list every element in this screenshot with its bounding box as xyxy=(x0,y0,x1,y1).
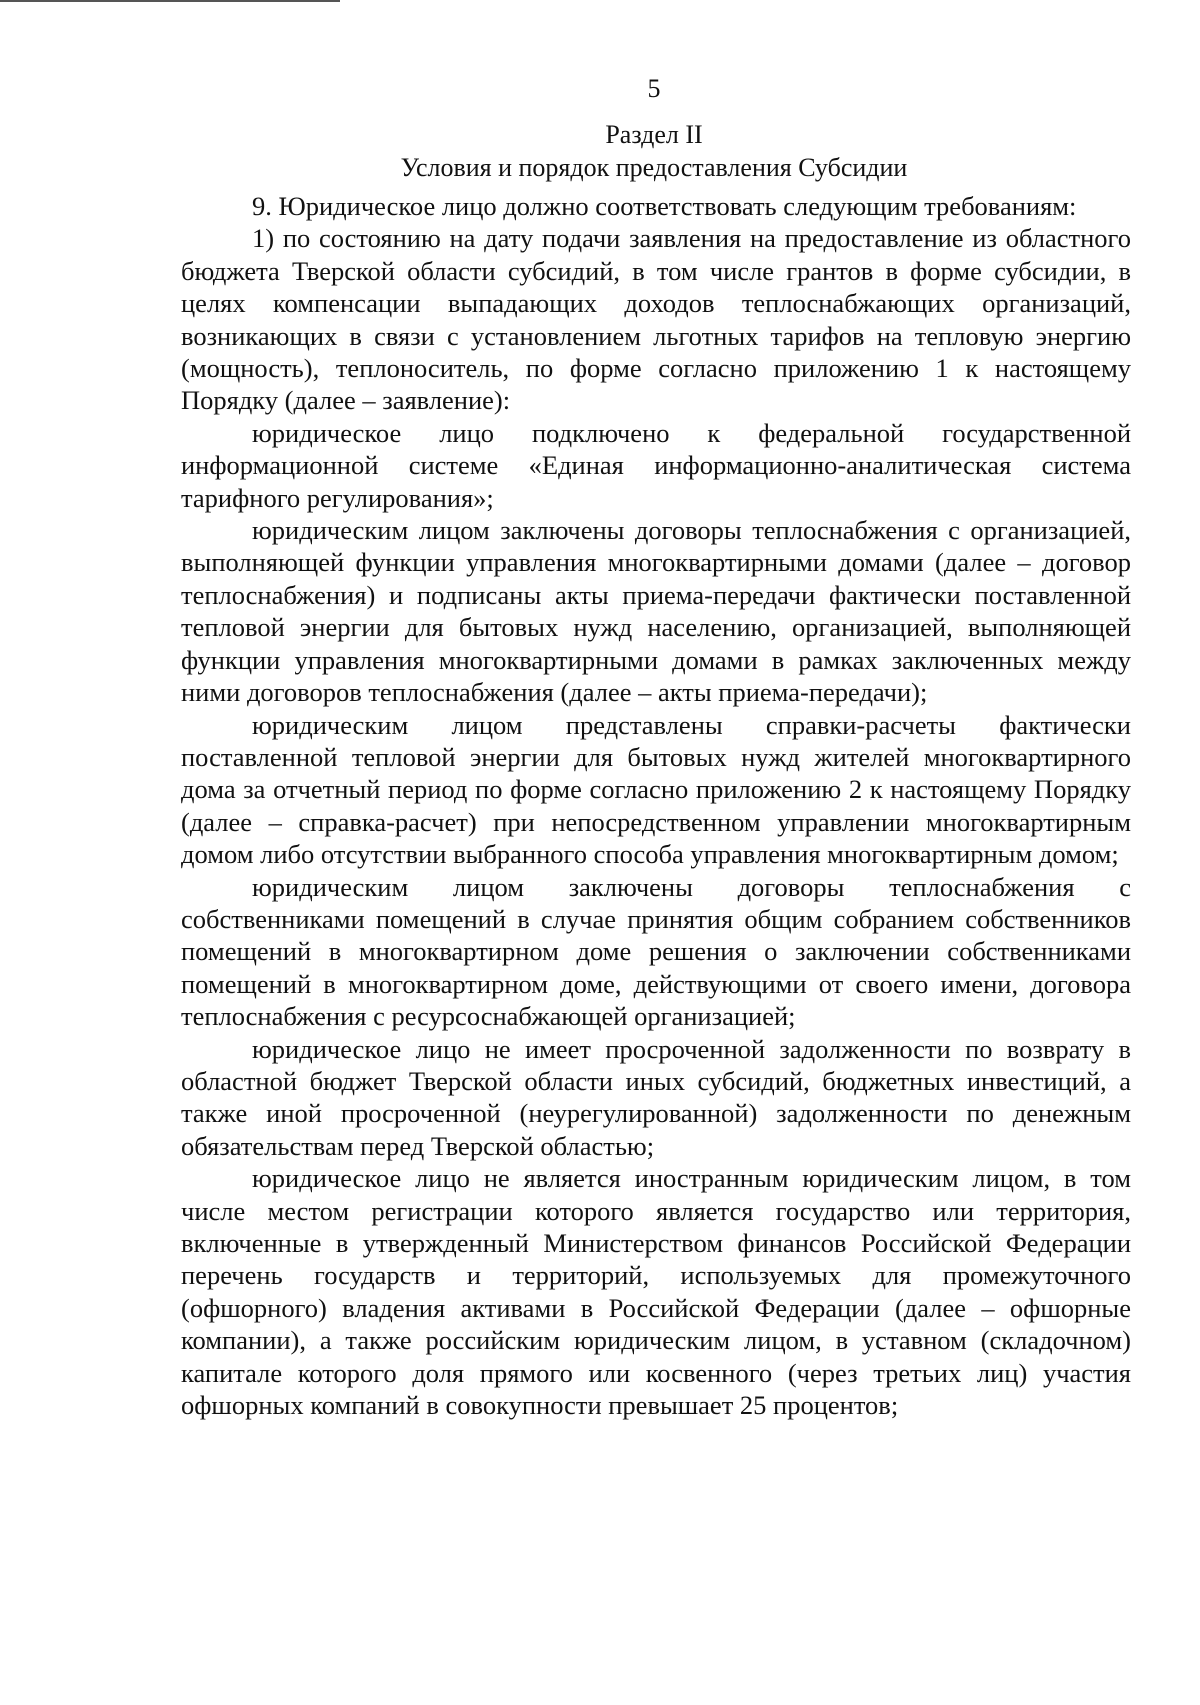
paragraph-item-1: 1) по состоянию на дату подачи заявления на предоставление из областного бюджета Тверской области субсидий, в том числе грантов в форме субсидии, в целях компенсации выпадающих доходов теплоснабжающих организаций, возникающих в связи с установлением льготных тарифов на тепловую энергию (мощность), теплоноситель, по форме согласно приложению 1 к настоящему Порядку (далее – заявление): xyxy=(181,223,1131,416)
paragraph-heat-supply-contracts: юридическим лицом заключены договоры теплоснабжения с организацией, выполняющей функции управления многоквартирными домами (далее – договор теплоснабжения) и подписаны акты приема-передачи фактически поставленной тепловой энергии для бытовых нужд населению, организацией, выполняющей функции управления многоквартирными домами в рамках заключенных между ними договоров теплоснабжения (далее – акты приема-передачи); xyxy=(181,515,1131,708)
page-number: 5 xyxy=(647,74,661,103)
paragraph-not-foreign-entity: юридическое лицо не является иностранным юридическим лицом, в том числе местом регистрации которого является государство или территория, включенные в утвержденный Министерством финансов Российской Федерации перечень государств и территорий, используемых для промежуточного (офшорного) владения активами в Российской Федерации (далее – офшорные компании), а также российским юридическим лицом, в уставном (складочном) капитале которого доля прямого или косвенного (через третьих лиц) участия офшорных компаний в совокупности превышает 25 процентов; xyxy=(181,1163,1131,1421)
paragraph-no-debt: юридическое лицо не имеет просроченной задолженности по возврату в областной бюджет Тверской области иных субсидий, бюджетных инвестиций, а также иной просроченной (неурегулированной) задолженности по денежным обязательствам перед Тверской областью; xyxy=(181,1033,1131,1161)
paragraph-requirements-intro: 9. Юридическое лицо должно соответствовать следующим требованиям: xyxy=(252,191,1077,221)
paragraph-owner-contracts: юридическим лицом заключены договоры теплоснабжения с собственниками помещений в случае принятия общим собранием собственников помещений в многоквартирном доме решения о заключении собственниками помещений в многоквартирном доме, действующими от своего имени, договора теплоснабжения с ресурсоснабжающей организацией; xyxy=(181,871,1131,1032)
section-title: Раздел II xyxy=(605,120,703,149)
paragraph-egis-connection: юридическое лицо подключено к федеральной государственной информационной системе «Единая информационно-аналитическая система тарифного регулирования»; xyxy=(181,417,1131,513)
document-body xyxy=(181,190,1131,1421)
section-subtitle: Условия и порядок предоставления Субсидии xyxy=(400,153,908,182)
paragraph-calculation-certificates: юридическим лицом представлены справки-расчеты фактически поставленной тепловой энергии для бытовых нужд жителей многоквартирного дома за отчетный период по форме согласно приложению 2 к настоящему Порядку (далее – справка-расчет) при непосредственном управлении многоквартирным домом либо отсутствии выбранного способа управления многоквартирным домом; xyxy=(181,709,1131,870)
